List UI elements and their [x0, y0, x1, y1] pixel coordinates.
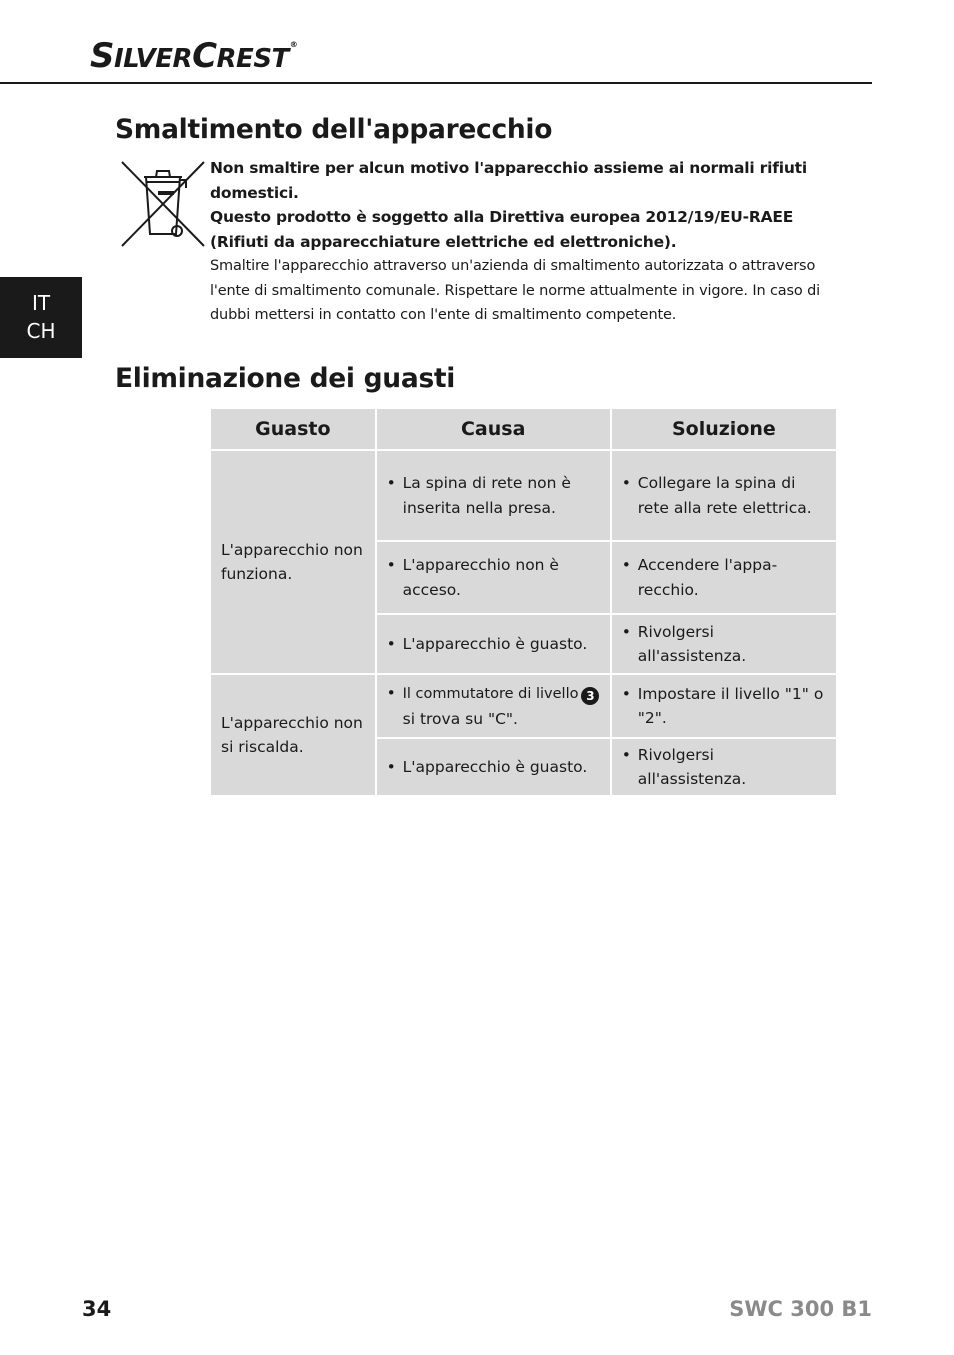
column-header: Guasto [211, 409, 375, 449]
registered-mark: ® [289, 40, 298, 49]
table-row [211, 675, 836, 737]
fault-cell: L'apparecchio non si riscalda. [211, 675, 375, 795]
troubleshooting-table [209, 407, 838, 797]
column-header: Causa [377, 409, 610, 449]
model-number: SWC 300 B1 [729, 1297, 872, 1321]
cause-text-part: Il commutatore di livello [402, 686, 579, 702]
cause-text: L'apparecchio è guasto. [402, 634, 588, 653]
disposal-directive: Questo prodotto è soggetto alla Direttiva europea 2012/19/EU-RAEE (Rifiuti da apparecchiature elettriche ed elettroniche). [210, 208, 794, 251]
cause-text-part: si trova su "C". [402, 709, 518, 728]
crossed-out-wheelie-bin-icon [120, 158, 208, 248]
solution-cell: • Accendere l'appa-recchio. [612, 542, 836, 613]
logo-text: ILVER [114, 44, 193, 74]
page-number: 34 [82, 1297, 112, 1321]
logo-letter: C [192, 36, 217, 76]
cause-text: L'apparecchio non è acceso. [402, 556, 559, 599]
solution-cell: • Impostare il livello "1" o "2". [612, 675, 836, 737]
part-number-badge: 3 [581, 687, 599, 705]
language-code: CH [26, 319, 56, 343]
language-tab [0, 277, 82, 358]
cause-text [403, 681, 600, 731]
header-rule [0, 82, 872, 84]
disposal-text [210, 156, 850, 328]
disposal-instructions: Smaltire l'apparecchio attraverso un'azienda di smaltimento autorizzata o attraverso l'ente di smaltimento comunale. Rispettare le norme attualmente in vigore. In caso di dubbi mettersi in contatto con l'ente di smaltimento competente. [210, 258, 821, 323]
solution-cell: • Rivolgersi all'assistenza. [612, 739, 836, 795]
logo-letter: S [90, 36, 114, 76]
language-code: IT [31, 291, 51, 315]
table-row [211, 451, 836, 540]
cause-cell: • Il commutatore di livello 3 si trova su "C". [377, 675, 610, 737]
solution-text: Impostare il livello "1" o "2". [637, 684, 824, 727]
logo-text: REST [216, 44, 289, 74]
solution-cell: • Collegare la spina di rete alla rete elettrica. [612, 451, 836, 540]
cause-text: La spina di rete non è inserita nella presa. [402, 474, 571, 517]
cause-text: L'apparecchio è guasto. [402, 757, 588, 776]
fault-cell: L'apparecchio non funziona. [211, 451, 375, 673]
solution-text: Rivolgersi all'assistenza. [637, 745, 747, 788]
table-header-row [211, 409, 836, 449]
troubleshooting-heading: Eliminazione dei guasti [115, 363, 456, 394]
column-header: Soluzione [612, 409, 836, 449]
disposal-warning: Non smaltire per alcun motivo l'apparecchio assieme ai normali rifiuti domestici. [210, 159, 808, 202]
disposal-heading: Smaltimento dell'apparecchio [115, 114, 553, 145]
cause-cell: • L'apparecchio non è acceso. [377, 542, 610, 613]
cause-cell: • L'apparecchio è guasto. [377, 615, 610, 673]
cause-cell: • La spina di rete non è inserita nella presa. [377, 451, 610, 540]
solution-cell: • Rivolgersi all'assistenza. [612, 615, 836, 673]
solution-text: Accendere l'appa-recchio. [637, 556, 778, 599]
solution-text: Rivolgersi all'assistenza. [637, 622, 747, 665]
cause-cell: • L'apparecchio è guasto. [377, 739, 610, 795]
solution-text: Collegare la spina di rete alla rete elettrica. [637, 474, 812, 517]
brand-logo [90, 36, 297, 76]
